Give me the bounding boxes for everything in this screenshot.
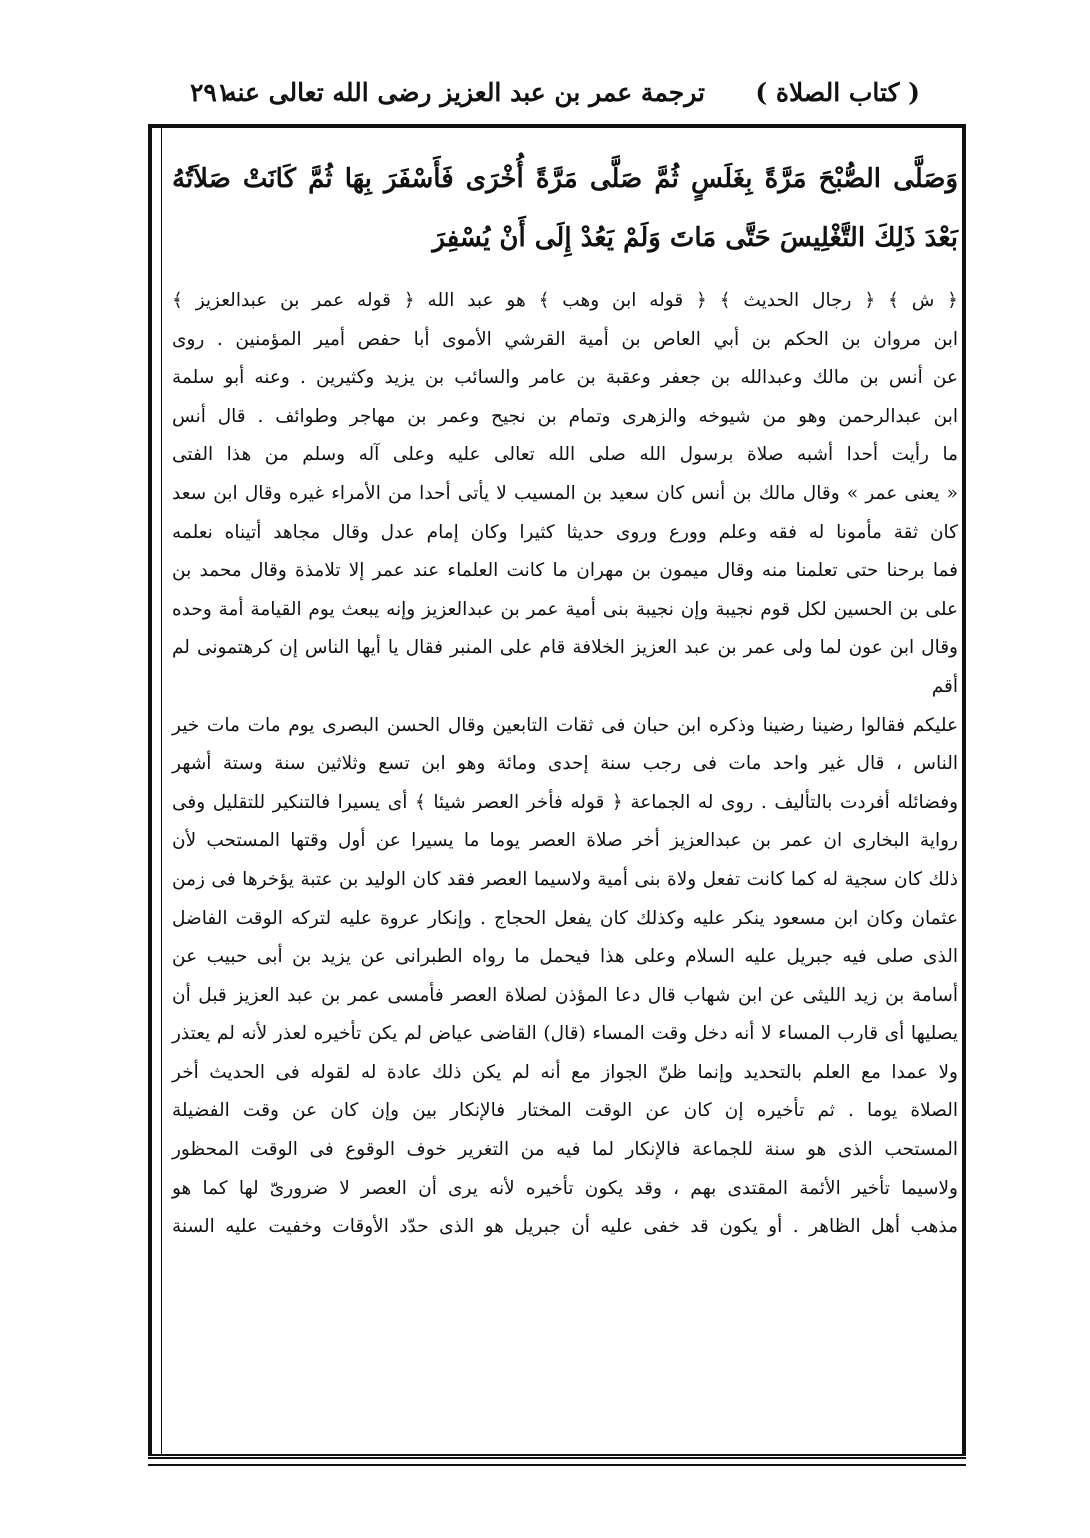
page-header [150,74,960,124]
commentary [172,282,958,1247]
commentary-line: عثمان وكان ابن مسعود ينكر عليه وكذلك كان يفعل الحجاج . وإنكار عروة عليه لتركه الوقت الفاضل [172,907,958,929]
page-number: ٢٩١ [190,78,231,107]
page-content [172,150,958,1247]
commentary-line: وقال ابن عون لما ولى عمر بن عبد العزيز الخلافة قام على المنبر فقال يا أيها الناس إن كرهتمونى لم أقم [172,637,958,697]
commentary-line: الذى صلى فيه جبريل عليه السلام وعلى هذا فيحمل ما رواه الطبرانى عن يزيد بن أبى حبيب عن [172,946,958,968]
commentary-line: كان ثقة مأمونا له فقه وعلم وورع وروى حديثا كثيرا وكان إمام عدل وقال مجاهد أتيناه نعلمه [172,521,958,543]
hadith-text: وَصَلَّى الصُّبْحَ مَرَّةً بِغَلَسٍ ثُمَّ صَلَّى مَرَّةً أُخْرَى فَأَسْفَرَ بِهَا ثُمَّ كَانَتْ صَلاَتُهُ بَعْدَ ذَلِكَ التَّغْلِيسَ حَتَّى مَاتَ وَلَمْ يَعُدْ إِلَى أَنْ يُسْفِرَ [172,164,958,253]
commentary-line: على بن الحسين لكل قوم نجيبة وإن نجيبة بنى أمية عمر بن عبدالعزيز وإنه يبعث يوم القيامة أمة وحده [172,598,958,620]
commentary-line: عن أنس بن مالك وعبدالله بن جعفر وعقبة بن عامر والسائب بن يزيد وكثيرين . وعنه أبو سلمة [172,367,958,389]
commentary-line: ذلك كان سجية له كما كانت تفعل ولاة بنى أمية ولاسيما العصر فقد كان الوليد بن عتبة يؤخرها فى زمن [172,868,958,890]
chapter-title: ترجمة عمر بن عبد العزيز رضى الله تعالى عنه [224,78,705,107]
commentary-line: عليكم فقالوا رضينا رضينا وذكره ابن حبان فى ثقات التابعين وقال الحسن البصرى يوم مات مات خير [172,714,958,736]
commentary-line: ابن عبدالرحمن وهو من شيوخه والزهرى وتمام بن نجيح وعمر بن مهاجر وطوائف . قال أنس [172,405,958,427]
commentary-line: ابن مروان بن الحكم بن أبي العاص بن أمية القرشي الأموى أبا حفص أمير المؤمنين . روى [172,328,958,350]
commentary-line: وفضائله أفردت بالتأليف . روى له الجماعة ﴿ قوله فأخر العصر شيئا ﴾ أى يسيرا فالتنكير للتقليل وفى [172,791,958,813]
commentary-line: ولاسيما تأخير الأئمة المقتدى بهم ، وقد يكون تأخيره لأنه يرى أن العصر لا ضرورىّ لها كما هو [172,1177,958,1199]
commentary-line: « يعنى عمر » وقال مالك بن أنس كان سعيد بن المسيب لا يأتى أحدا من الأمراء غيره وقال ابن سعد [172,482,958,504]
commentary-line: المستحب الذى هو سنة للجماعة فالإنكار لما فيه من التغرير خوف الوقوع فى الوقت المحظور [172,1139,958,1161]
commentary-line: ما رأيت أحدا أشبه صلاة برسول الله صلى الله تعالى عليه وعلى آله وسلم من هذا الفتى [172,444,958,466]
commentary-line: ولا عمدا مع العلم بالتحديد وإنما ظنّ الجواز مع أنه لم يكن ذلك عادة له لقوله فى الحديث أخر [172,1061,958,1083]
commentary-line: يصليها أى قارب المساء لا أنه دخل وقت المساء (قال) القاضى عياض لم يكن تأخيره لعذر لأنه لم يعتذر [172,1023,958,1045]
commentary-line: مذهب أهل الظاهر . أو يكون قد خفى عليه أن جبريل هو الذى حدّد الأوقات وخفيت عليه السنة [172,1216,958,1238]
commentary-line: أسامة بن زيد الليثى عن ابن شهاب قال دعا المؤذن لصلاة العصر فأمسى عمر بن عبد العزيز قبل أن [172,984,958,1006]
commentary-line: ﴿ ش ﴾ ﴿ رجال الحديث ﴾ ﴿ قوله ابن وهب ﴾ هو عبد الله ﴿ قوله عمر بن عبدالعزيز ﴾ [172,290,958,311]
commentary-line: فما برحنا حتى تعلمنا منه وقال ميمون بن مهران ما كانت العلماء عند عمر إلا تلامذة وقال محمد بن [172,560,958,582]
commentary-line: الصلاة يوما . ثم تأخيره إن كان عن الوقت المختار فالإنكار بين وإن كان عن وقت الفضيلة [172,1100,958,1122]
commentary-line: الناس ، قال غير واحد مات فى رجب سنة إحدى ومائة وهو ابن تسع وثلاثين سنة وستة أشهر [172,753,958,775]
commentary-line: رواية البخارى ان عمر بن عبدالعزيز أخر صلاة العصر يوما ما يسيرا عن أول وقتها المستحب لأن [172,830,958,852]
book-title: ( كتاب الصلاة ) [755,78,920,107]
bottom-rule [148,1464,966,1466]
